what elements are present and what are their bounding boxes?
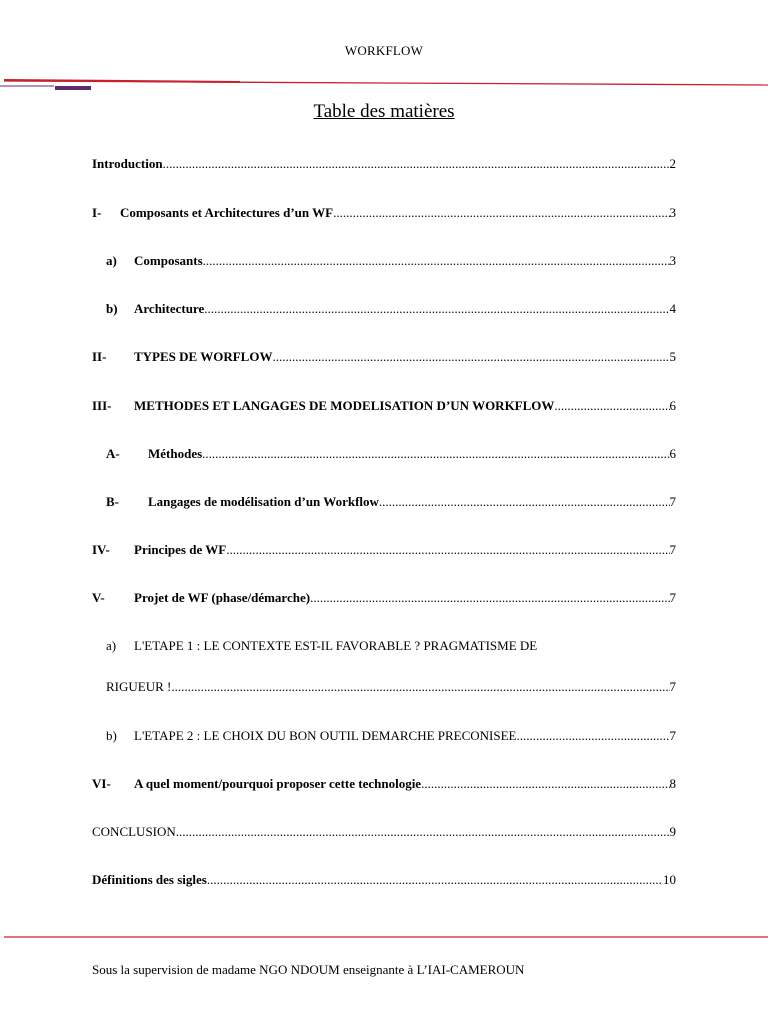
toc-page-number: 9 [669, 824, 676, 839]
toc-page-number: 7 [669, 728, 676, 743]
toc-dot-leader [333, 204, 669, 222]
toc-entry-label: TYPES DE WORFLOW [134, 349, 273, 364]
toc-dot-leader [203, 252, 670, 270]
toc-dot-leader [310, 589, 669, 607]
toc-entry-composants-architectures[interactable] [92, 204, 676, 222]
toc-entry-label: A quel moment/pourquoi proposer cette technologie [134, 776, 422, 791]
toc-entry-langages-de-modelisation[interactable] [106, 493, 676, 511]
toc-entry-number: V- [92, 590, 105, 605]
toc-page-number: 7 [669, 542, 676, 557]
toc-entry-architecture[interactable] [106, 300, 676, 318]
toc-entry-projet-de-wf[interactable] [92, 589, 676, 607]
toc-page-number: 6 [669, 446, 676, 461]
toc-dot-leader [554, 397, 669, 415]
toc-title: Table des matières [313, 101, 455, 122]
toc-dot-leader [207, 871, 663, 889]
toc-entry-number: VI- [92, 776, 111, 791]
toc-entry-label: Composants [134, 253, 203, 268]
running-header-title: WORKFLOW [344, 43, 424, 58]
toc-entry-label: CONCLUSION [92, 824, 176, 839]
toc-entry-number: A- [106, 446, 120, 461]
toc-dot-leader [176, 823, 670, 841]
toc-entry-conclusion[interactable] [92, 823, 676, 841]
toc-dot-leader [171, 678, 669, 696]
toc-entry-number: b) [106, 728, 117, 743]
footer-supervision-text: Sous la supervision de madame NGO NDOUM enseignante à L’IAI-CAMEROUN [92, 962, 525, 977]
toc-entry-label: METHODES ET LANGAGES DE MODELISATION D’UN WORKFLOW [134, 398, 555, 413]
toc-entry-label: Architecture [134, 301, 205, 316]
toc-dot-leader [517, 727, 670, 745]
toc-dot-leader [379, 493, 670, 511]
toc-page-number: 6 [669, 398, 676, 413]
toc-entry-number: a) [106, 253, 117, 268]
toc-page-number: 7 [669, 590, 676, 605]
toc-page-number: 5 [669, 349, 676, 364]
toc-dot-leader [421, 775, 669, 793]
toc-entry-number: a) [106, 638, 117, 653]
toc-entry-number: III- [92, 398, 112, 413]
toc-entry-label: Principes de WF [134, 542, 227, 557]
toc-entry-etape-1-first-line[interactable] [106, 637, 537, 655]
toc-entry-label: Introduction [92, 156, 163, 171]
toc-page-number: 2 [669, 156, 676, 171]
toc-entry-label: Composants et Architectures d’un WF [120, 205, 334, 220]
toc-page-number: 8 [669, 776, 676, 791]
toc-page-number: 3 [669, 253, 676, 268]
toc-entry-label: L'ETAPE 2 : LE CHOIX DU BON OUTIL DEMARCHE PRECONISEE [134, 728, 517, 743]
toc-entry-etape-2[interactable] [106, 727, 676, 745]
toc-page-number: 7 [669, 679, 676, 694]
toc-entry-label: Définitions des sigles [92, 872, 207, 887]
toc-page-number: 4 [669, 301, 676, 316]
toc-entry-label: Projet de WF (phase/démarche) [134, 590, 311, 605]
toc-entry-number: I- [92, 205, 102, 220]
toc-entry-definitions-des-sigles[interactable] [92, 871, 676, 889]
toc-page-number: 3 [669, 205, 676, 220]
toc-entry-label: Méthodes [148, 446, 203, 461]
toc-entry-methodes-et-langages[interactable] [92, 397, 676, 415]
toc-entry-number: IV- [92, 542, 110, 557]
toc-entry-label-continuation: RIGUEUR ! [106, 679, 172, 694]
toc-page-number: 10 [663, 872, 676, 887]
toc-dot-leader [204, 300, 669, 318]
footer-red-rule [0, 935, 768, 939]
toc-entry-introduction[interactable] [92, 155, 676, 173]
toc-dot-leader [163, 155, 670, 173]
toc-dot-leader [272, 348, 669, 366]
toc-entry-label: Langages de modélisation d’un Workflow [148, 494, 379, 509]
toc-entry-label: L'ETAPE 1 : LE CONTEXTE EST-IL FAVORABLE ? PRAGMATISME DE [134, 638, 538, 653]
toc-dot-leader [202, 445, 669, 463]
toc-entry-composants[interactable] [106, 252, 676, 270]
toc-entry-principes-de-wf[interactable] [92, 541, 676, 559]
toc-entry-types-de-workflow[interactable] [92, 348, 676, 366]
toc-entry-number: b) [106, 301, 118, 316]
toc-entry-etape-1-continuation[interactable] [106, 678, 676, 696]
toc-entry-methodes[interactable] [106, 445, 676, 463]
toc-entry-number: II- [92, 349, 107, 364]
toc-dot-leader [226, 541, 669, 559]
toc-page-number: 7 [669, 494, 676, 509]
toc-entry-quel-moment[interactable] [92, 775, 676, 793]
toc-entry-number: B- [106, 494, 119, 509]
